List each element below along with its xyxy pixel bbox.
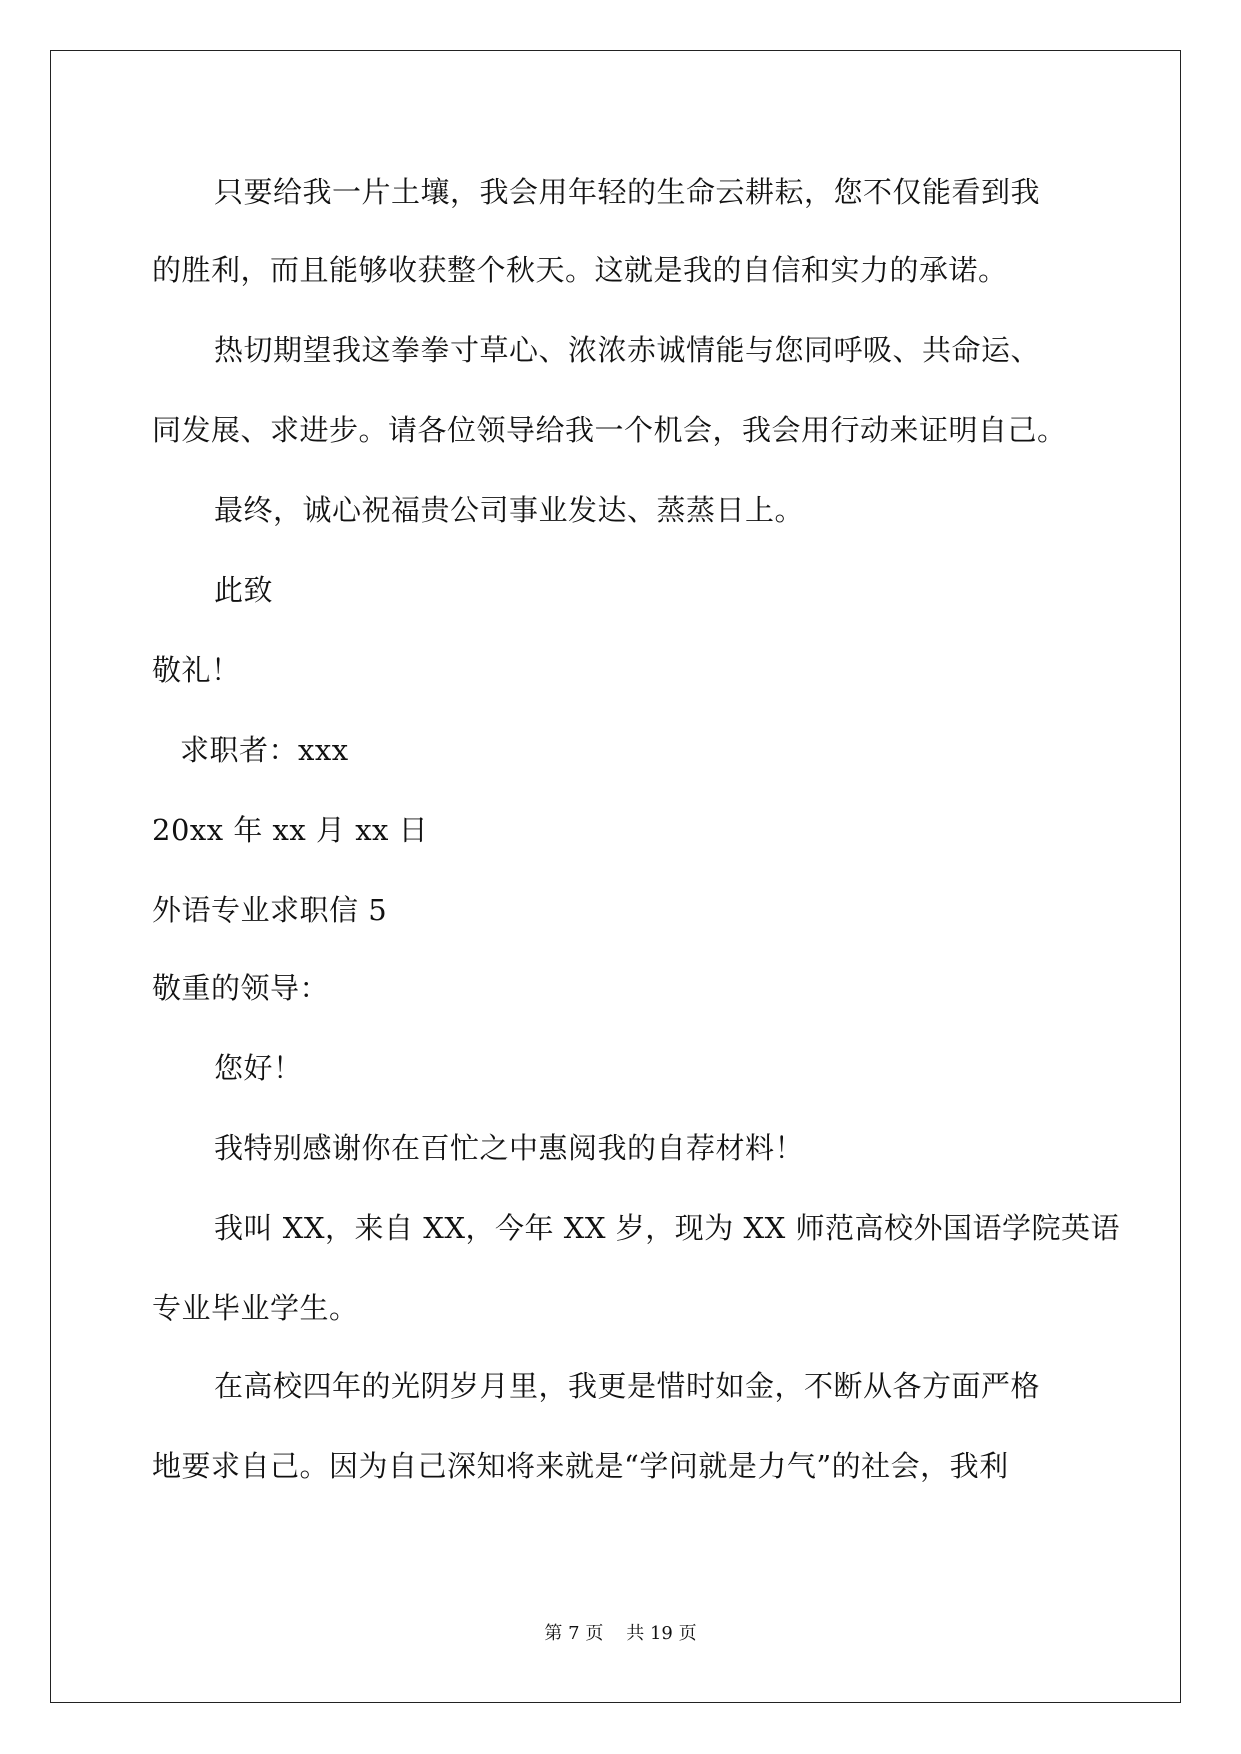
closing-salutation: 此致 [214, 573, 274, 607]
paragraph-line: 只要给我一片土壤，我会用年轻的生命云耕耘，您不仅能看到我 [214, 175, 1041, 209]
greeting-hello: 您好！ [214, 1051, 303, 1085]
paragraph-line: 的胜利，而且能够收获整个秋天。这就是我的自信和实力的承诺。 [152, 253, 1008, 287]
signature-date: 20xx 年 xx 月 xx 日 [152, 813, 429, 847]
page-footer [0, 1622, 1241, 1646]
closing-regards: 敬礼！ [152, 653, 241, 687]
paragraph-line: 我叫 XX，来自 XX，今年 XX 岁，现为 XX 师范高校外国语学院英语 [214, 1211, 1120, 1245]
paragraph-line: 我特别感谢你在百忙之中惠阅我的自荐材料！ [214, 1131, 805, 1165]
paragraph-line: 专业毕业学生。 [152, 1291, 359, 1325]
paragraph-line: 地要求自己。因为自己深知将来就是“学问就是力气”的社会，我利 [152, 1449, 1009, 1483]
paragraph-line: 最终，诚心祝福贵公司事业发达、蒸蒸日上。 [214, 493, 805, 527]
page-total: 共 19 页 [626, 1623, 697, 1644]
paragraph-line: 同发展、求进步。请各位领导给我一个机会，我会用行动来证明自己。 [152, 413, 1067, 447]
section-heading: 外语专业求职信 5 [152, 893, 388, 927]
greeting: 敬重的领导： [152, 971, 330, 1005]
paragraph-line: 在高校四年的光阴岁月里，我更是惜时如金，不断从各方面严格 [214, 1369, 1041, 1403]
signature-applicant: 求职者：xxx [180, 733, 349, 767]
page-number: 第 7 页 [544, 1623, 604, 1644]
paragraph-line: 热切期望我这拳拳寸草心、浓浓赤诚情能与您同呼吸、共命运、 [214, 333, 1041, 367]
